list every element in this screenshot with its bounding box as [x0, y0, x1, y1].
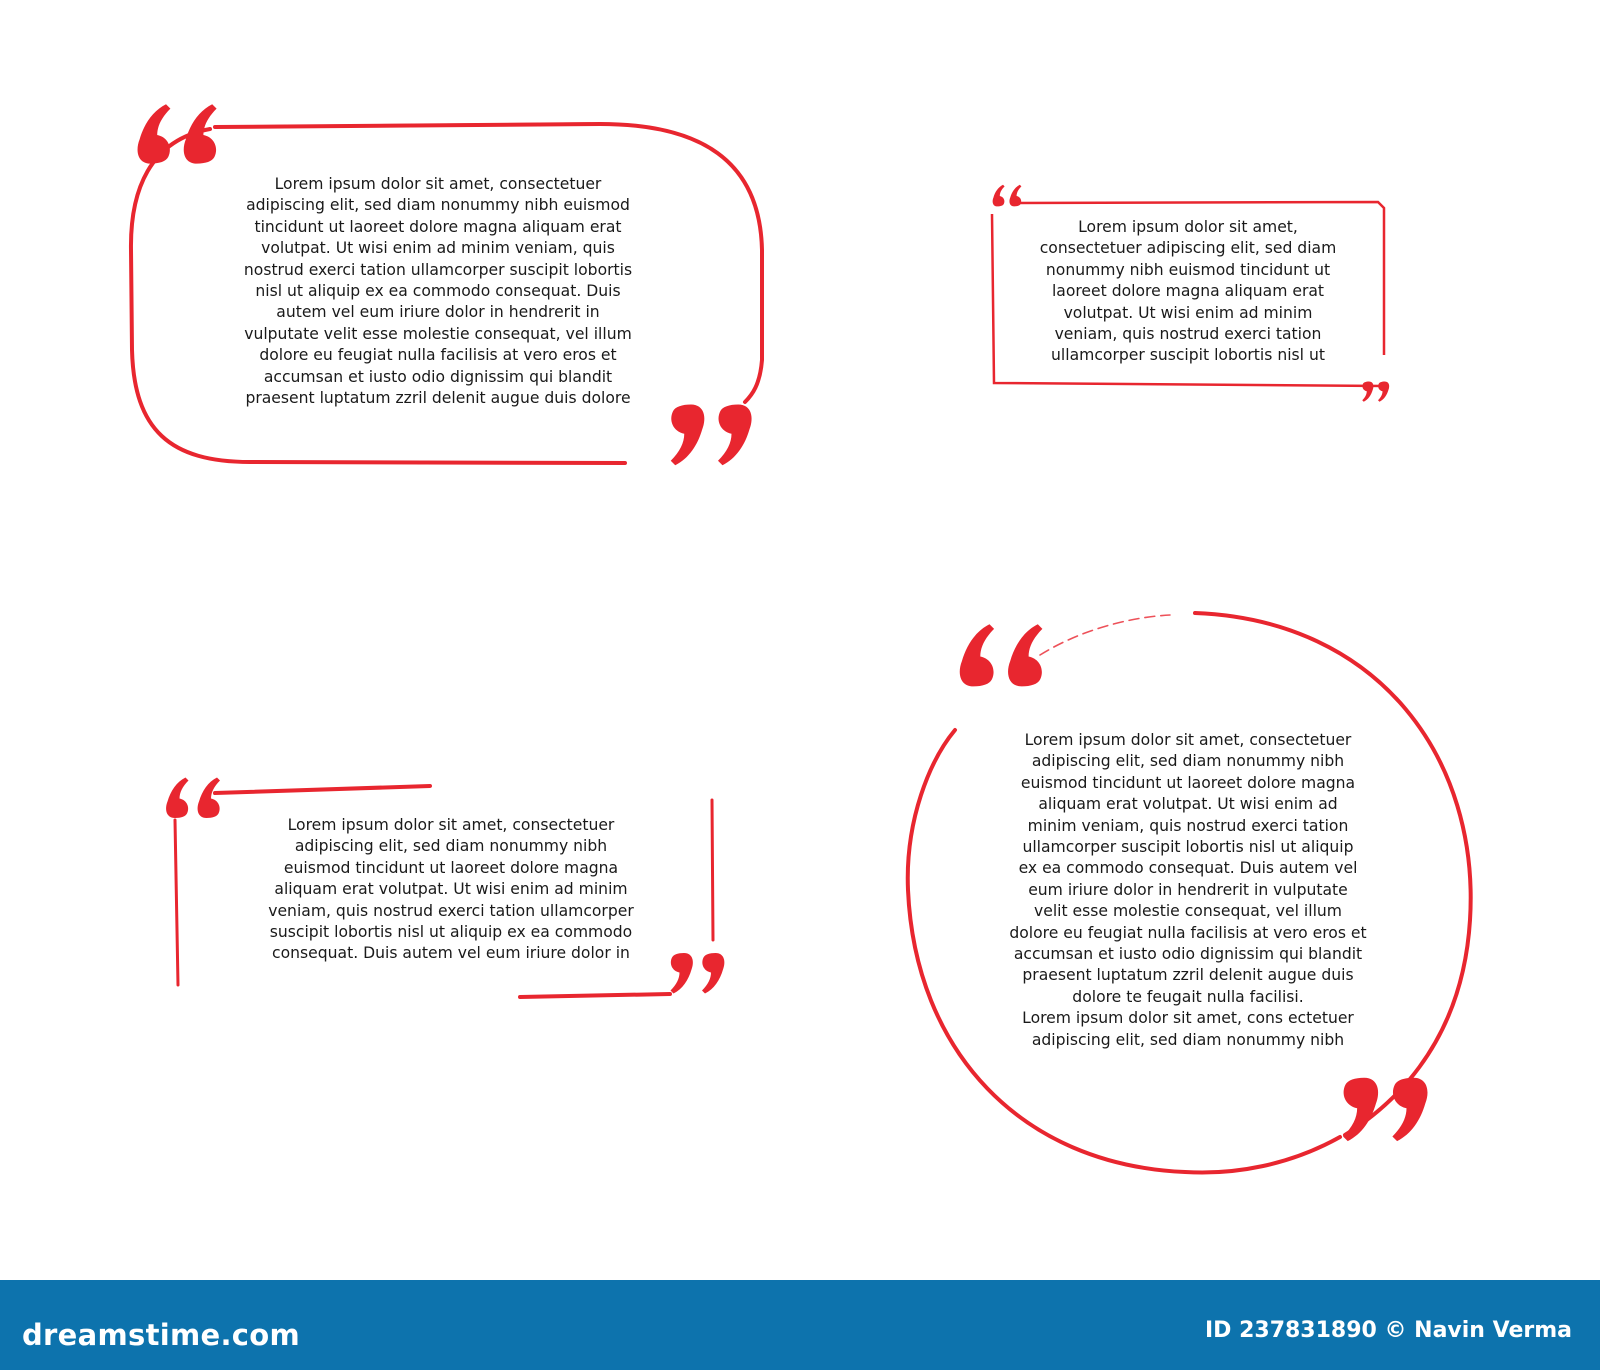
footer-bar: [0, 1280, 1600, 1370]
image-credit: ID 237831890 © Navin Verma: [1204, 1318, 1572, 1343]
quote-4-text: Lorem ipsum dolor sit amet, consectetuer adipiscing elit, sed diam nonummy nibh euismod tincidunt ut laoreet dolore magna aliquam erat volutpat. Ut wisi enim ad minim veniam, quis nostrud exerci tation ullamcorper suscipit lobortis nisl ut aliquip ex ea commodo consequat. Duis autem vel eum iriure dolor in hendrerit in vulputate velit esse molestie consequat, vel illum dolore eu feugiat nulla facilisis at vero eros et accumsan et iusto odio dignissim qui blandit praesent luptatum zzril delenit augue duis dolore te feugait nulla facilisi. Lorem ipsum dolor sit amet, cons ectetuer adipiscing elit, sed diam nonummy nibh: [1009, 731, 1367, 1049]
quote-4-open-quote-icon: [960, 624, 1043, 686]
quote-2-close-quote-icon: [1362, 382, 1389, 402]
quote-1-close-quote-icon: [671, 405, 752, 466]
quote-3-open-quote-icon: [166, 778, 220, 819]
quote-3-text: Lorem ipsum dolor sit amet, consectetuer adipiscing elit, sed diam nonummy nibh euismod tincidunt ut laoreet dolore magna aliquam erat volutpat. Ut wisi enim ad minim veniam, quis nostrud exerci tation ullamcorper suscipit lobortis nisl ut aliquip ex ea commodo consequat. Duis autem vel eum iriure dolor in: [268, 816, 634, 963]
quote-4-close-quote-icon: [1343, 1078, 1427, 1141]
quote-2-text: Lorem ipsum dolor sit amet, consectetuer adipiscing elit, sed diam nonummy nibh euismod tincidunt ut laoreet dolore magna aliquam erat volutpat. Ut wisi enim ad minim veniam, quis nostrud exerci tation ullamcorper suscipit lobortis nisl ut: [1039, 218, 1337, 365]
dreamstime-logo[interactable]: dreamstime.com: [22, 1318, 301, 1352]
quote-1-open-quote-icon: [138, 104, 217, 163]
quote-1-text: Lorem ipsum dolor sit amet, consectetuer adipiscing elit, sed diam nonummy nibh euismod tincidunt ut laoreet dolore magna aliquam erat volutpat. Ut wisi enim ad minim veniam, quis nostrud exerci tation ullamcorper suscipit lobortis nisl ut aliquip ex ea commodo consequat. Duis autem vel eum iriure dolor in hendrerit in vulputate velit esse molestie consequat, vel illum dolore eu feugiat nulla facilisis at vero eros et accumsan et iusto odio dignissim qui blandit praesent luptatum zzril delenit augue duis dolore: [243, 175, 633, 408]
quote-2-open-quote-icon: [993, 185, 1022, 207]
